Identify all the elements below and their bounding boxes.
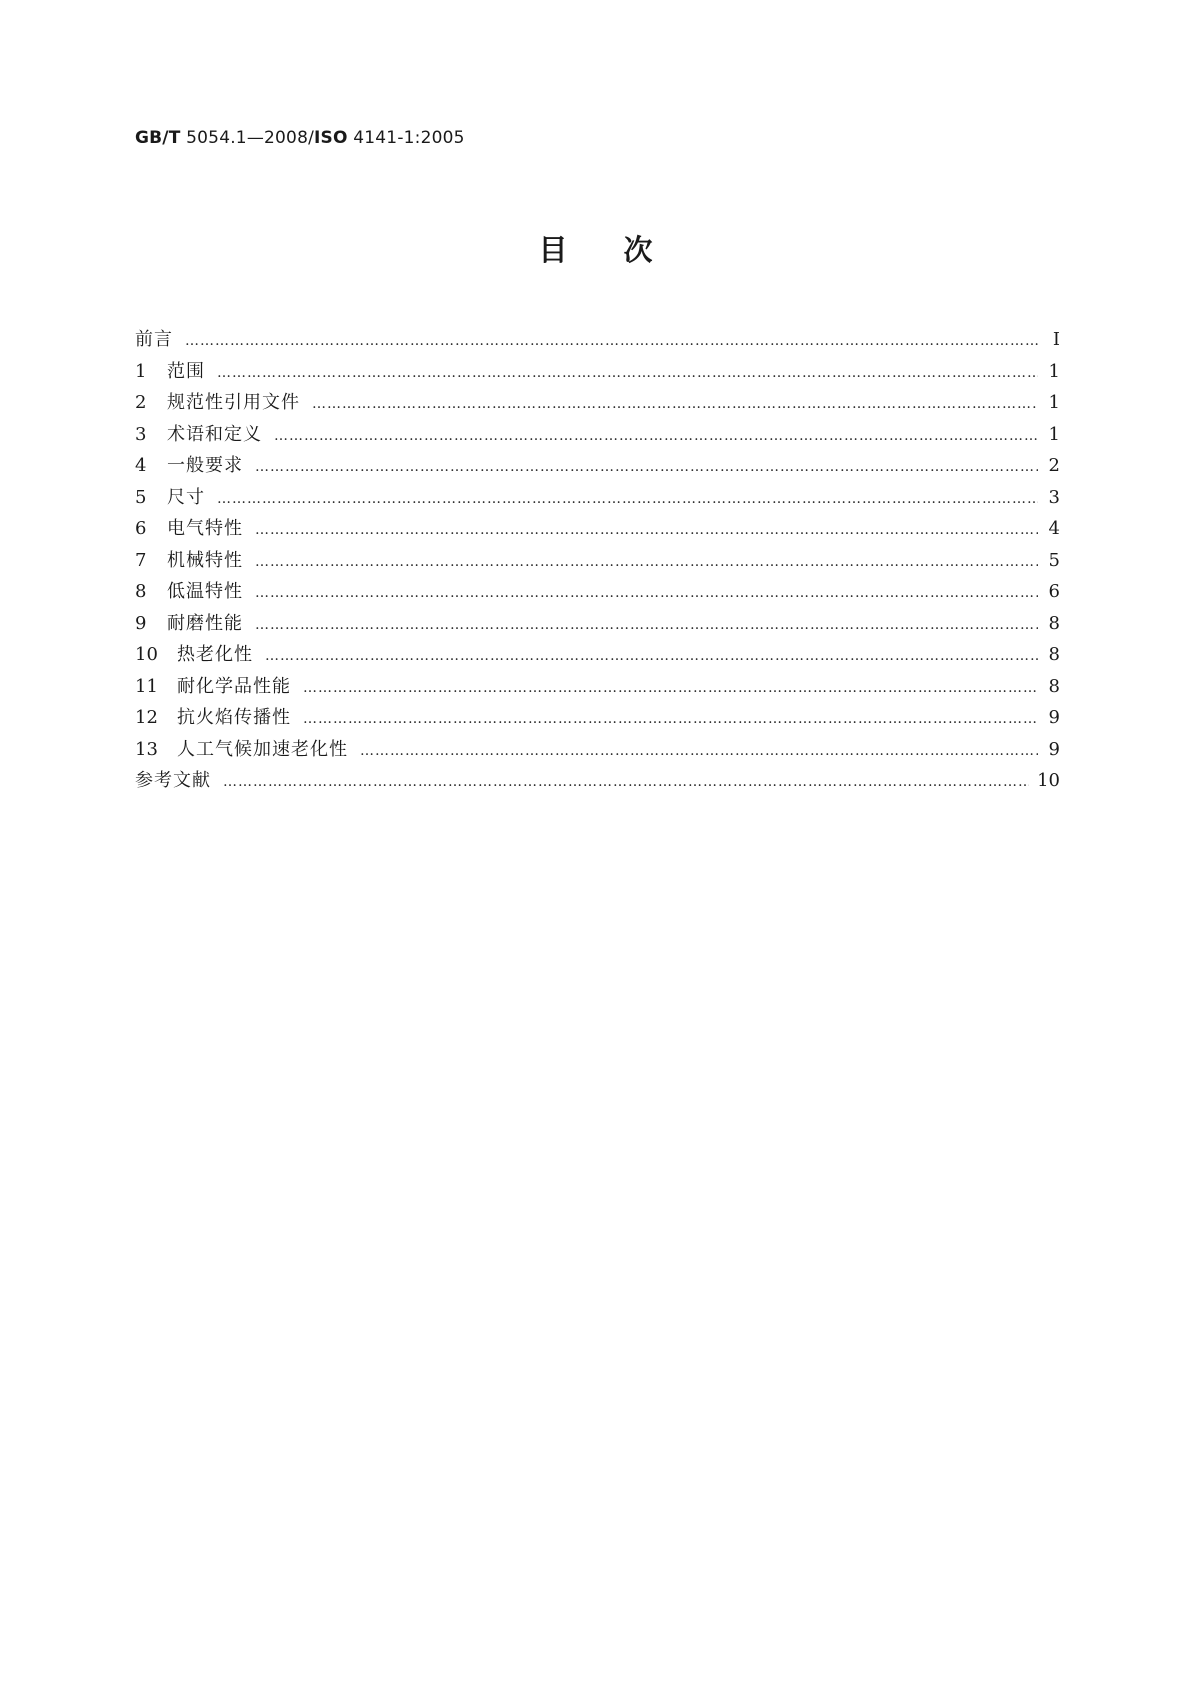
header-standard: GB/T — [135, 128, 181, 148]
toc-entry-number: 8 — [135, 581, 147, 602]
toc-leader-dots — [265, 648, 1038, 664]
toc-entry-page: Ⅰ — [1052, 329, 1060, 350]
toc-leader-dots — [303, 711, 1038, 727]
toc-entry-number: 7 — [135, 549, 147, 571]
toc-entry-label: 参考文献 — [135, 770, 211, 791]
toc-entry-page: 9 — [1048, 707, 1060, 728]
toc-entry[interactable] — [135, 357, 1060, 389]
toc-entry[interactable] — [135, 735, 1060, 767]
toc-entry-page: 9 — [1048, 738, 1060, 760]
toc-entry-number: 6 — [135, 518, 147, 539]
toc-entry-label: 一般要求 — [167, 455, 243, 476]
toc-entry[interactable] — [135, 388, 1060, 420]
toc-entry[interactable] — [135, 609, 1060, 641]
toc-entry[interactable] — [135, 766, 1060, 798]
toc-entry-label: 机械特性 — [167, 549, 243, 571]
toc-entry-label: 规范性引用文件 — [167, 392, 300, 413]
toc-entry[interactable] — [135, 483, 1060, 515]
toc-entry[interactable] — [135, 672, 1060, 704]
toc-leader-dots — [312, 396, 1038, 412]
toc-leader-dots — [185, 333, 1038, 349]
toc-leader-dots — [255, 459, 1038, 475]
document-header — [135, 128, 465, 148]
toc-entry-number: 11 — [135, 675, 158, 697]
toc-entry-number: 10 — [135, 644, 158, 665]
toc-entry[interactable] — [135, 420, 1060, 452]
toc-entry-page: 6 — [1048, 581, 1060, 602]
table-of-contents — [135, 325, 1060, 798]
toc-entry-page: 1 — [1048, 423, 1060, 445]
toc-entry-label: 抗火焰传播性 — [177, 707, 291, 728]
toc-entry-label: 尺寸 — [167, 486, 205, 508]
toc-entry-number: 13 — [135, 738, 158, 760]
toc-leader-dots — [255, 522, 1038, 538]
toc-leader-dots — [274, 428, 1038, 444]
toc-entry[interactable] — [135, 325, 1060, 357]
header-iso: ISO — [314, 128, 348, 148]
toc-entry-number: 12 — [135, 707, 158, 728]
toc-entry-page: 10 — [1037, 770, 1060, 791]
toc-entry-label: 低温特性 — [167, 581, 243, 602]
toc-entry-number: 9 — [135, 612, 147, 634]
toc-entry-label: 耐磨性能 — [167, 612, 243, 634]
toc-entry-label: 耐化学品性能 — [177, 675, 291, 697]
toc-entry-label: 术语和定义 — [167, 423, 262, 445]
toc-leader-dots — [360, 743, 1038, 759]
toc-leader-dots — [255, 585, 1038, 601]
toc-entry[interactable] — [135, 546, 1060, 578]
toc-entry[interactable] — [135, 703, 1060, 735]
toc-entry-page: 8 — [1048, 612, 1060, 634]
toc-entry-number: 5 — [135, 486, 147, 508]
toc-entry-page: 3 — [1048, 486, 1060, 508]
toc-entry-page: 5 — [1048, 549, 1060, 571]
toc-entry-page: 8 — [1048, 644, 1060, 665]
toc-entry-label: 范围 — [167, 360, 205, 382]
toc-leader-dots — [255, 617, 1038, 633]
toc-entry-number: 1 — [135, 360, 147, 382]
toc-entry-number: 3 — [135, 423, 147, 445]
toc-entry[interactable] — [135, 577, 1060, 609]
header-iso-number: 4141-1:2005 — [353, 128, 465, 148]
toc-entry-number: 2 — [135, 392, 147, 413]
toc-leader-dots — [223, 774, 1029, 790]
toc-entry-label: 电气特性 — [167, 518, 243, 539]
toc-entry-label: 人工气候加速老化性 — [177, 738, 348, 760]
toc-entry-page: 2 — [1048, 455, 1060, 476]
header-number: 5054.1—2008/ — [186, 128, 315, 148]
toc-entry-page: 1 — [1048, 360, 1060, 382]
toc-entry-page: 8 — [1048, 675, 1060, 697]
toc-leader-dots — [217, 491, 1038, 507]
toc-entry-page: 4 — [1048, 518, 1060, 539]
toc-entry-label: 前言 — [135, 329, 173, 350]
toc-leader-dots — [303, 680, 1038, 696]
toc-entry-label: 热老化性 — [177, 644, 253, 665]
toc-entry[interactable] — [135, 640, 1060, 672]
toc-entry[interactable] — [135, 514, 1060, 546]
page-title: 目次 — [538, 233, 709, 267]
toc-entry-page: 1 — [1048, 392, 1060, 413]
toc-entry[interactable] — [135, 451, 1060, 483]
toc-leader-dots — [255, 554, 1038, 570]
toc-leader-dots — [217, 365, 1038, 381]
toc-entry-number: 4 — [135, 455, 147, 476]
